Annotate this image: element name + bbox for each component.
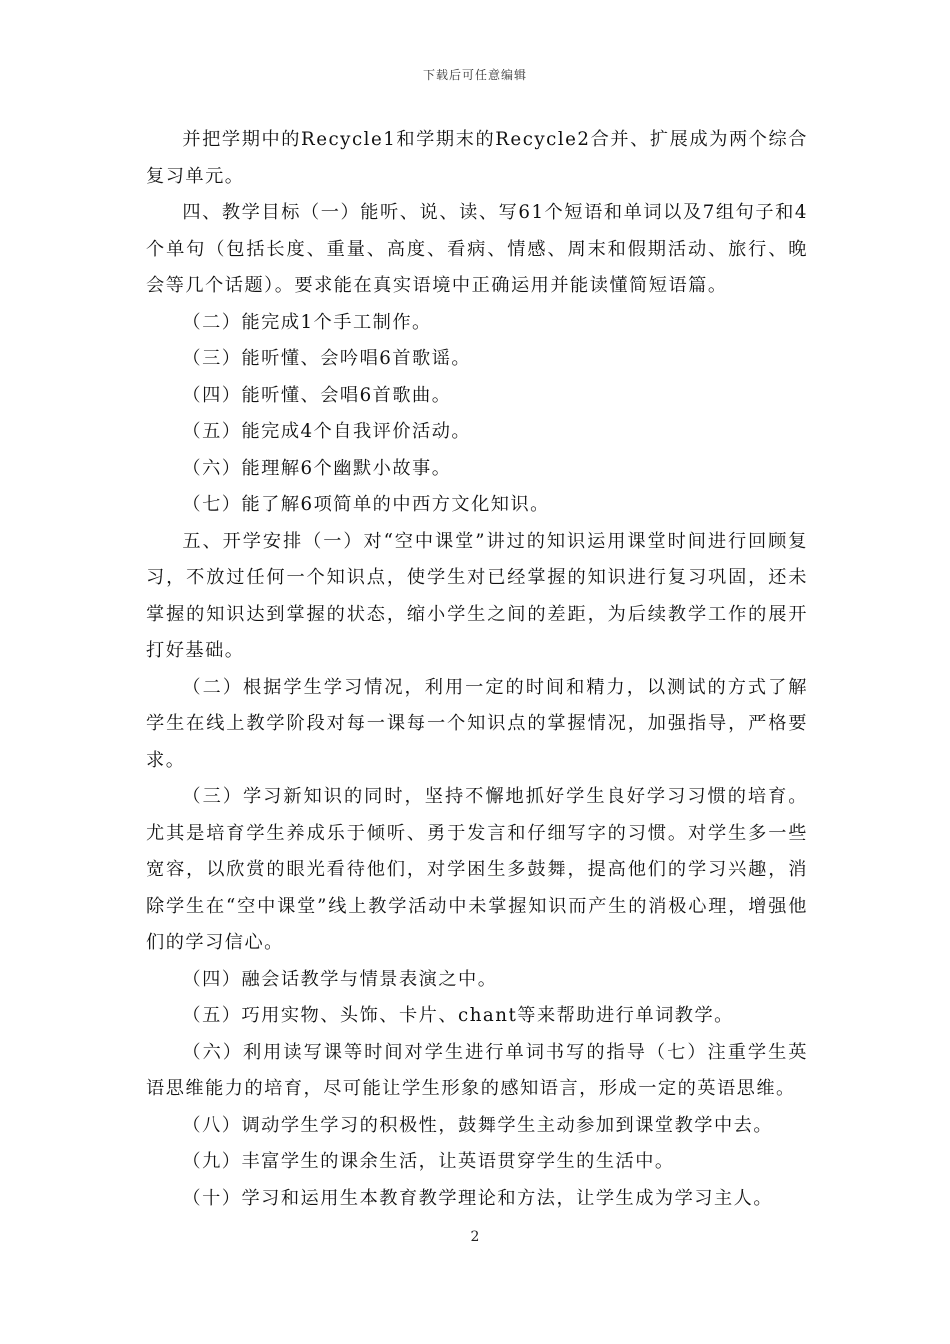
- paragraph-plan-5: （五）巧用实物、头饰、卡片、chant等来帮助进行单词教学。: [182, 1005, 734, 1026]
- paragraph-goal-4: （四）能听懂、会唱6首歌曲。: [182, 384, 452, 406]
- paragraph-plan-8: （八）调动学生学习的积极性，鼓舞学生主动参加到课堂教学中去。: [182, 1114, 774, 1136]
- page-number: 2: [470, 1229, 480, 1245]
- paragraph-goal-5: （五）能完成4个自我评价活动。: [182, 421, 472, 442]
- paragraph-plan-6-7: （六）利用读写课等时间对学生进行单词书写的指导（七）注重学生英语思维能力的培育，尽可能让学生形象的感知语言，形成一定的英语思维。: [146, 1041, 808, 1099]
- paragraph-teaching-goals: 四、教学目标（一）能听、说、读、写61个短语和单词以及7组句子和4个单句（包括长度、重量、高度、看病、情感、周末和假期活动、旅行、晚会等几个话题）。要求能在真实语境中正确运用并能读懂简短语篇。: [146, 202, 808, 296]
- paragraph-plan-3: （三）学习新知识的同时，坚持不懈地抓好学生良好学习习惯的培育。尤其是培育学生养成乐于倾听、勇于发言和仔细写字的习惯。对学生多一些宽容，以欣赏的眼光看待他们，对学困生多鼓舞，提高他们的学习兴趣，消除学生在“空中课堂”线上教学活动中未掌握知识而产生的消极心理，增强他们的学习信心。: [146, 786, 808, 953]
- paragraph-plan-4: （四）融会话教学与情景表演之中。: [182, 968, 498, 990]
- document-body: [146, 122, 808, 1217]
- paragraph-goal-2: （二）能完成1个手工制作。: [182, 311, 432, 333]
- paragraph-plan-9: （九）丰富学生的课余生活，让英语贯穿学生的生活中。: [182, 1151, 675, 1172]
- paragraph-goal-6: （六）能理解6个幽默小故事。: [182, 457, 452, 479]
- paragraph-plan-2: （二）根据学生学习情况，利用一定的时间和精力，以测试的方式了解学生在线上教学阶段对每一课每一个知识点的掌握情况，加强指导，严格要求。: [146, 676, 808, 771]
- paragraph-semester-plan: 五、开学安排（一）对“空中课堂”讲过的知识运用课堂时间进行回顾复习，不放过任何一个知识点，使学生对已经掌握的知识进行复习巩固，还未掌握的知识达到掌握的状态，缩小学生之间的差距，为后续教学工作的展开打好基础。: [146, 530, 808, 661]
- paragraph-plan-10: （十）学习和运用生本教育教学理论和方法，让学生成为学习主人。: [182, 1187, 774, 1209]
- page-header: 下载后可任意编辑: [422, 68, 527, 82]
- paragraph-goal-3: （三）能听懂、会吟唱6首歌谣。: [182, 348, 472, 369]
- paragraph-recycle-units: 并把学期中的Recycle1和学期末的Recycle2合并、扩展成为两个综合复习单元。: [146, 129, 808, 187]
- paragraph-goal-7: （七）能了解6项简单的中西方文化知识。: [182, 494, 550, 515]
